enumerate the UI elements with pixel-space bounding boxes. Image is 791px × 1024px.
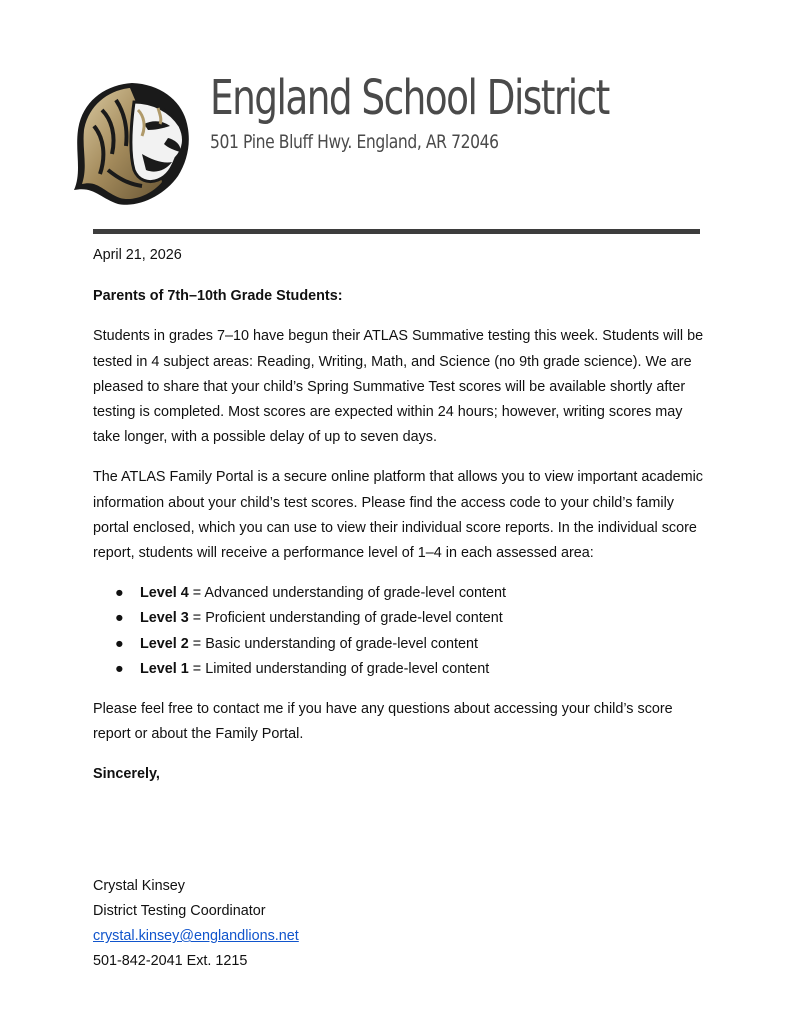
bullet-icon: ● xyxy=(115,660,124,677)
list-item xyxy=(93,581,705,606)
email-link[interactable]: crystal.kinsey@englandlions.net xyxy=(93,928,299,945)
list-item xyxy=(93,632,705,657)
level-description: = Basic understanding of grade-level content xyxy=(188,635,479,652)
level-description: = Advanced understanding of grade-level content xyxy=(188,585,507,602)
header-divider xyxy=(93,229,700,234)
list-item xyxy=(93,657,705,682)
level-label: Level 2 xyxy=(140,635,189,652)
paragraph-testing-info: Students in grades 7–10 have begun their ATLAS Summative testing this week. Students will be tested in 4 subject areas: Reading, Writing, Math, and Science (no 9th grade science). We are pleased to share that your child’s Spring Summative Test scores will be available shortly after testing is completed. Most scores are expected within 24 hours; however, writing scores may take longer, with a possible delay of up to seven days. xyxy=(93,328,704,446)
signature-block xyxy=(93,874,705,975)
phone-number: 501-842-2041 Ext. 1215 xyxy=(93,953,248,970)
bullet-icon: ● xyxy=(115,610,124,627)
level-label: Level 4 xyxy=(140,585,189,602)
lion-head-icon xyxy=(72,80,194,206)
level-label: Level 1 xyxy=(140,660,189,677)
district-name: England School District xyxy=(210,70,609,126)
paragraph-family-portal: The ATLAS Family Portal is a secure online platform that allows you to view important academic information about your child’s test scores. Please find the access code to your child’s family portal enclosed, which you can use to view their individual score reports. In the individual score report, students will receive a performance level of 1–4 in each assessed area: xyxy=(93,469,703,562)
bullet-icon: ● xyxy=(115,585,124,602)
paragraph-contact: Please feel free to contact me if you have any questions about accessing your child’s score report or about the Family Portal. xyxy=(93,701,673,743)
salutation: Parents of 7th–10th Grade Students: xyxy=(93,288,343,305)
letter-date: April 21, 2026 xyxy=(93,247,182,263)
district-address: 501 Pine Bluff Hwy. England, AR 72046 xyxy=(210,131,499,153)
signer-title: District Testing Coordinator xyxy=(93,902,266,919)
performance-levels-list xyxy=(93,581,705,682)
signer-name: Crystal Kinsey xyxy=(93,877,185,894)
letter-body xyxy=(93,243,705,974)
bullet-icon: ● xyxy=(115,635,124,652)
closing: Sincerely, xyxy=(93,766,160,783)
level-description: = Limited understanding of grade-level content xyxy=(188,660,490,677)
list-item xyxy=(93,606,705,631)
level-label: Level 3 xyxy=(140,610,189,627)
level-description: = Proficient understanding of grade-level content xyxy=(188,610,503,627)
